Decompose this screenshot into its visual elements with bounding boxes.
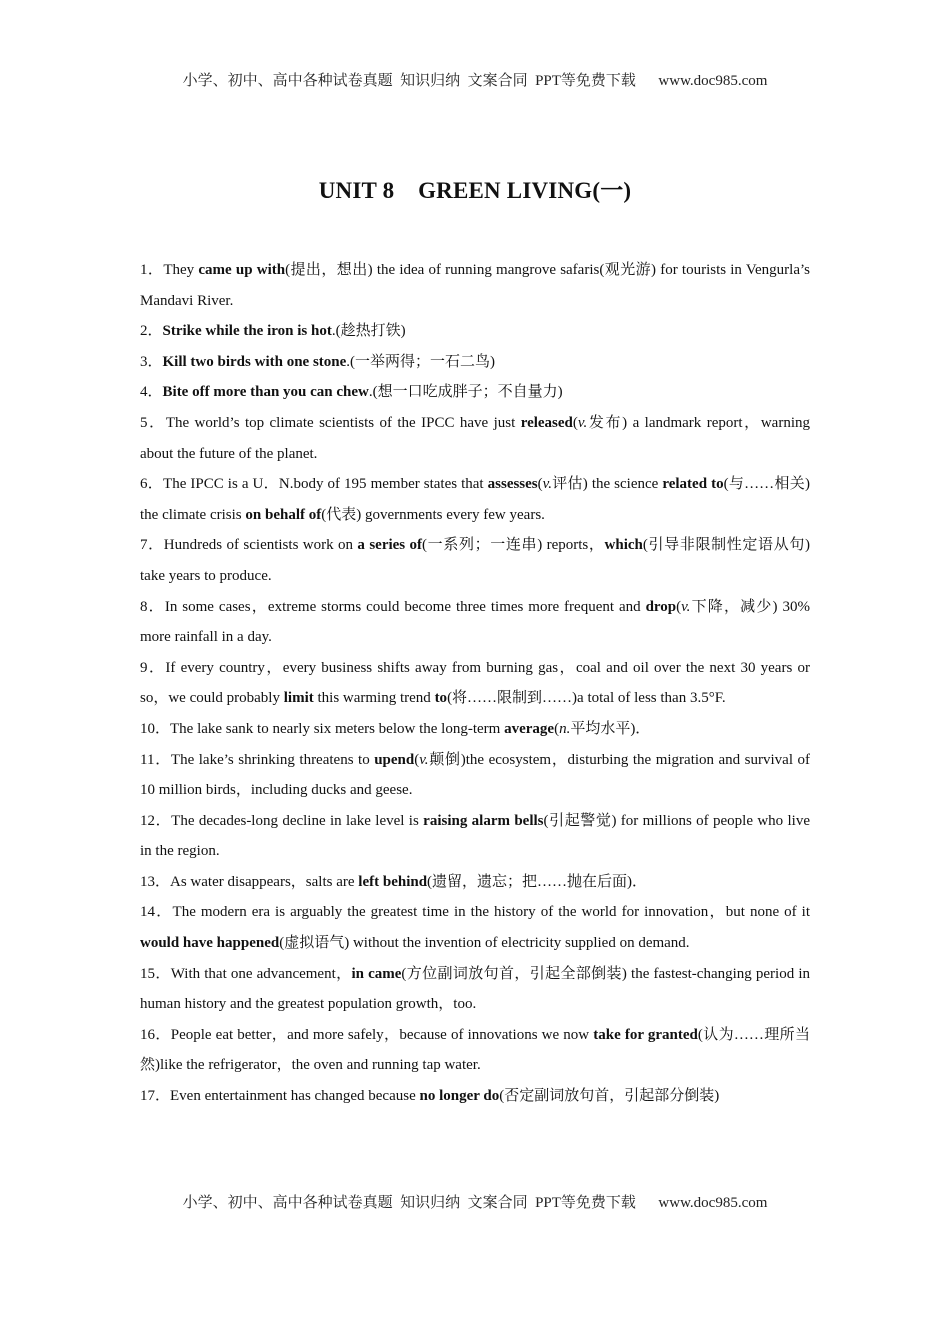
list-item: [140, 1020, 810, 1081]
item-text: 3．: [140, 353, 163, 370]
list-item: [140, 592, 810, 653]
key-phrase: Kill two birds with one stone: [162, 353, 347, 370]
key-phrase: drop: [645, 598, 677, 615]
list-item: [140, 745, 810, 806]
key-phrase: on behalf of: [245, 506, 322, 523]
item-text: 1．They: [140, 262, 199, 278]
item-text: 11．The lake’s shrinking threatens to: [140, 751, 375, 768]
item-text: 颠倒)the ecosystem，disturbing the migration and survival of 10 million birds，including ducks and geese.: [140, 751, 810, 799]
item-text: .(一举两得；一石二鸟): [346, 353, 496, 370]
item-text: (虚拟语气) without the invention of electricity supplied on demand.: [279, 935, 690, 952]
key-phrase: no longer do: [419, 1088, 500, 1105]
item-text: 15．With that one advancement，: [140, 965, 352, 982]
item-text: 发布) a landmark report，warning about the future of the planet.: [140, 414, 810, 462]
item-text: 10．The lake sank to nearly six meters below the long-term: [140, 720, 505, 737]
item-text: (: [414, 751, 420, 768]
item-text: 2．: [140, 323, 163, 340]
item-text: (将……限制到……)a total of less than 3.5°F.: [447, 690, 726, 707]
key-phrase: in came: [351, 965, 402, 982]
key-phrase: left behind: [358, 873, 428, 890]
key-phrase: raising alarm bells: [423, 812, 544, 829]
item-text: v.: [577, 414, 588, 431]
item-text: 17．Even entertainment has changed because: [140, 1088, 420, 1105]
item-text: this warming trend: [313, 690, 435, 707]
key-phrase: to: [434, 690, 448, 707]
key-phrase: would have happened: [140, 935, 280, 952]
list-item: [140, 408, 810, 469]
item-text: 5．The world’s top climate scientists of the IPCC have just: [140, 414, 521, 431]
list-item: [140, 377, 810, 408]
list-item: [140, 959, 810, 1020]
item-text: 下降，减少) 30% more rainfall in a day.: [140, 598, 810, 646]
item-text: 12．The decades-long decline in lake level is: [140, 812, 424, 829]
key-phrase: a series of: [357, 537, 423, 554]
key-phrase: came up with: [198, 262, 286, 278]
key-phrase: take for granted: [593, 1026, 698, 1043]
list-item: [140, 714, 810, 745]
item-text: (: [537, 476, 543, 493]
item-text: 13．As water disappears，salts are: [140, 873, 359, 890]
item-text: 评估) the science: [551, 476, 663, 493]
item-text: 4．: [140, 384, 163, 401]
item-text: (: [554, 720, 560, 737]
key-phrase: Strike while the iron is hot: [162, 323, 332, 340]
item-text: (: [572, 414, 578, 431]
key-phrase: released: [520, 414, 573, 431]
list-item: [140, 469, 810, 530]
footer-banner: 小学、初中、高中各种试卷真题 知识归纳 文案合同 PPT等免费下载 www.doc985.com: [182, 1195, 768, 1211]
item-text: (引起警觉) for millions of people who live in the region.: [140, 812, 810, 860]
list-item: [140, 867, 810, 898]
list-item: [140, 347, 810, 378]
item-text: (认为……理所当然)like the refrigerator，the oven and running tap water.: [140, 1026, 811, 1074]
item-text: (提出，想出) the idea of running mangrove safaris(观光游) for tourists in Vengurla’s Mandavi River.: [140, 262, 810, 309]
item-text: 8．In some cases，extreme storms could become three times more frequent and: [140, 598, 646, 615]
key-phrase: assesses: [487, 476, 538, 493]
key-phrase: which: [604, 537, 643, 554]
page-title: UNIT 8 GREEN LIVING(一): [318, 178, 632, 203]
item-text: (代表) governments every few years.: [321, 506, 545, 523]
item-text: (与……相关) the climate crisis: [140, 476, 810, 523]
item-text: .(趁热打铁): [331, 323, 406, 340]
item-text: (: [676, 598, 682, 615]
list-item: [140, 316, 810, 347]
key-phrase: upend: [374, 751, 415, 768]
item-text: 平均水平)．: [570, 720, 651, 737]
item-text: 14．The modern era is arguably the greatest time in the history of the world for innovation，but none of it: [140, 904, 810, 921]
item-text: (遗留，遗忘；把……抛在后面)．: [427, 873, 648, 890]
item-text: 6．The IPCC is a U．N.body of 195 member states that: [140, 476, 488, 493]
item-text: (引导非限制性定语从句) take years to produce.: [140, 537, 810, 584]
list-item: [140, 897, 810, 958]
item-text: (一系列；一连串) reports，: [422, 537, 605, 554]
list-item: [140, 653, 810, 714]
item-text: v.: [681, 598, 691, 615]
key-phrase: related to: [662, 476, 724, 493]
list-item: [140, 255, 810, 316]
key-phrase: limit: [283, 690, 314, 707]
item-text: v.: [542, 476, 552, 493]
list-item: [140, 530, 810, 591]
exercise-list: [140, 255, 810, 1112]
item-text: .(想一口吃成胖子；不自量力): [368, 384, 563, 401]
list-item: [140, 806, 810, 867]
item-text: 16．People eat better，and more safely，because of innovations we now: [140, 1026, 594, 1043]
item-text: 9．If every country，every business shifts away from burning gas，coal and oil over the next 30 years or so，we could probably: [140, 659, 810, 707]
item-text: (否定副词放句首，引起部分倒装): [499, 1088, 720, 1105]
header-banner: 小学、初中、高中各种试卷真题 知识归纳 文案合同 PPT等免费下载 www.doc985.com: [182, 73, 768, 89]
item-text: (方位副词放句首，引起全部倒装) the fastest-changing period in human history and the greatest population growth，too.: [140, 965, 810, 1013]
item-text: v.: [419, 751, 429, 768]
key-phrase: Bite off more than you can chew: [162, 384, 369, 401]
list-item: [140, 1081, 810, 1112]
item-text: n.: [559, 720, 571, 737]
key-phrase: average: [504, 720, 555, 737]
item-text: 7．Hundreds of scientists work on: [140, 537, 358, 554]
